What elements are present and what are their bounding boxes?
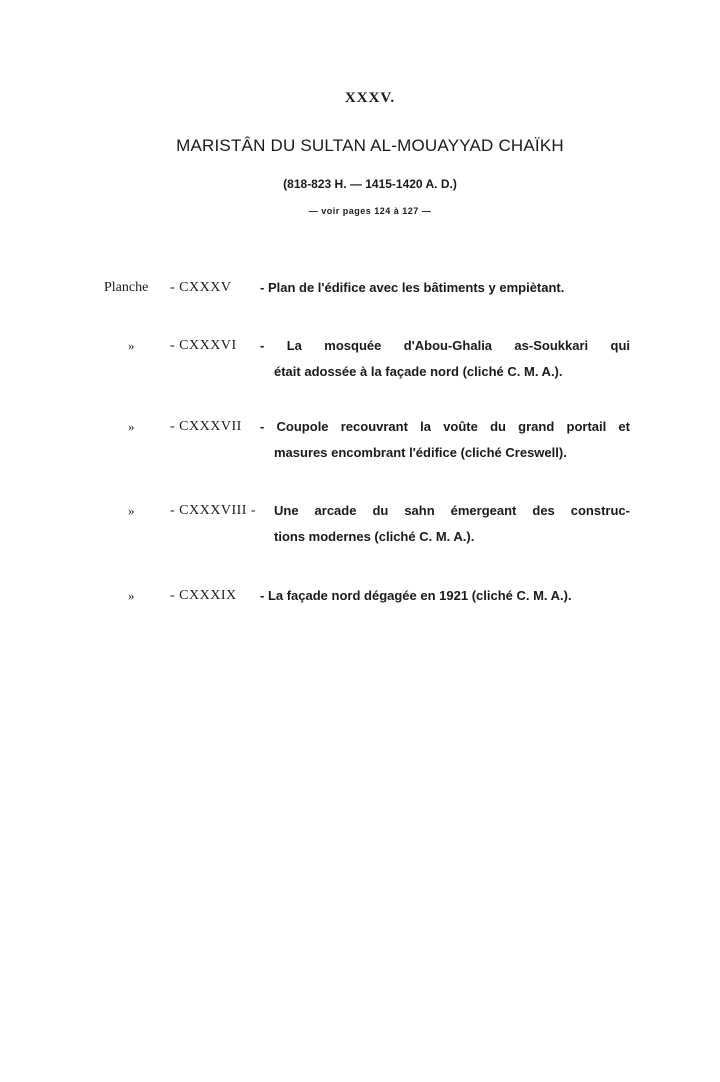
plate-description-line: - La façade nord dégagée en 1921 (cliché C. M. A.). (260, 588, 572, 603)
plate-description-line: - Coupole recouvrant la voûte du grand portail et (260, 419, 630, 434)
plate-label: Planche (104, 280, 149, 295)
plate-label: » (128, 503, 135, 518)
section-number: XXXV. (344, 90, 396, 106)
plate-description (260, 275, 630, 301)
plate-numeral: - CXXXV (170, 280, 232, 295)
plate-numeral: - CXXXIX (170, 588, 237, 603)
plate-label: » (128, 588, 135, 603)
plate-description (260, 414, 630, 466)
plate-description (274, 498, 630, 550)
plate-numeral: - CXXXVIII - (170, 503, 257, 518)
plate-description-line: - La mosquée d'Abou-Ghalia as-Soukkari qui (260, 338, 630, 353)
date-range: (818-823 H. — 1415-1420 A. D.) (283, 177, 457, 191)
plate-description-line: était adossée à la façade nord (cliché C. M. A.). (274, 364, 563, 379)
plate-numeral: - CXXXVII (170, 419, 242, 434)
plate-description (260, 583, 630, 609)
plate-description-line: Une arcade du sahn émergeant des construc- (274, 503, 630, 518)
plate-label: » (128, 419, 135, 434)
plate-description (260, 333, 630, 385)
plate-description-line: - Plan de l'édifice avec les bâtiments y empiètant. (260, 280, 565, 295)
plate-description-line: tions modernes (cliché C. M. A.). (274, 529, 475, 544)
page-title: MARISTÂN DU SULTAN AL-MOUAYYAD CHAÏKH (176, 136, 564, 155)
plate-label: » (128, 338, 135, 353)
plate-numeral: - CXXXVI (170, 338, 237, 353)
pages-reference: — voir pages 124 à 127 — (308, 206, 432, 216)
plate-description-line: masures encombrant l'édifice (cliché Creswell). (274, 445, 567, 460)
